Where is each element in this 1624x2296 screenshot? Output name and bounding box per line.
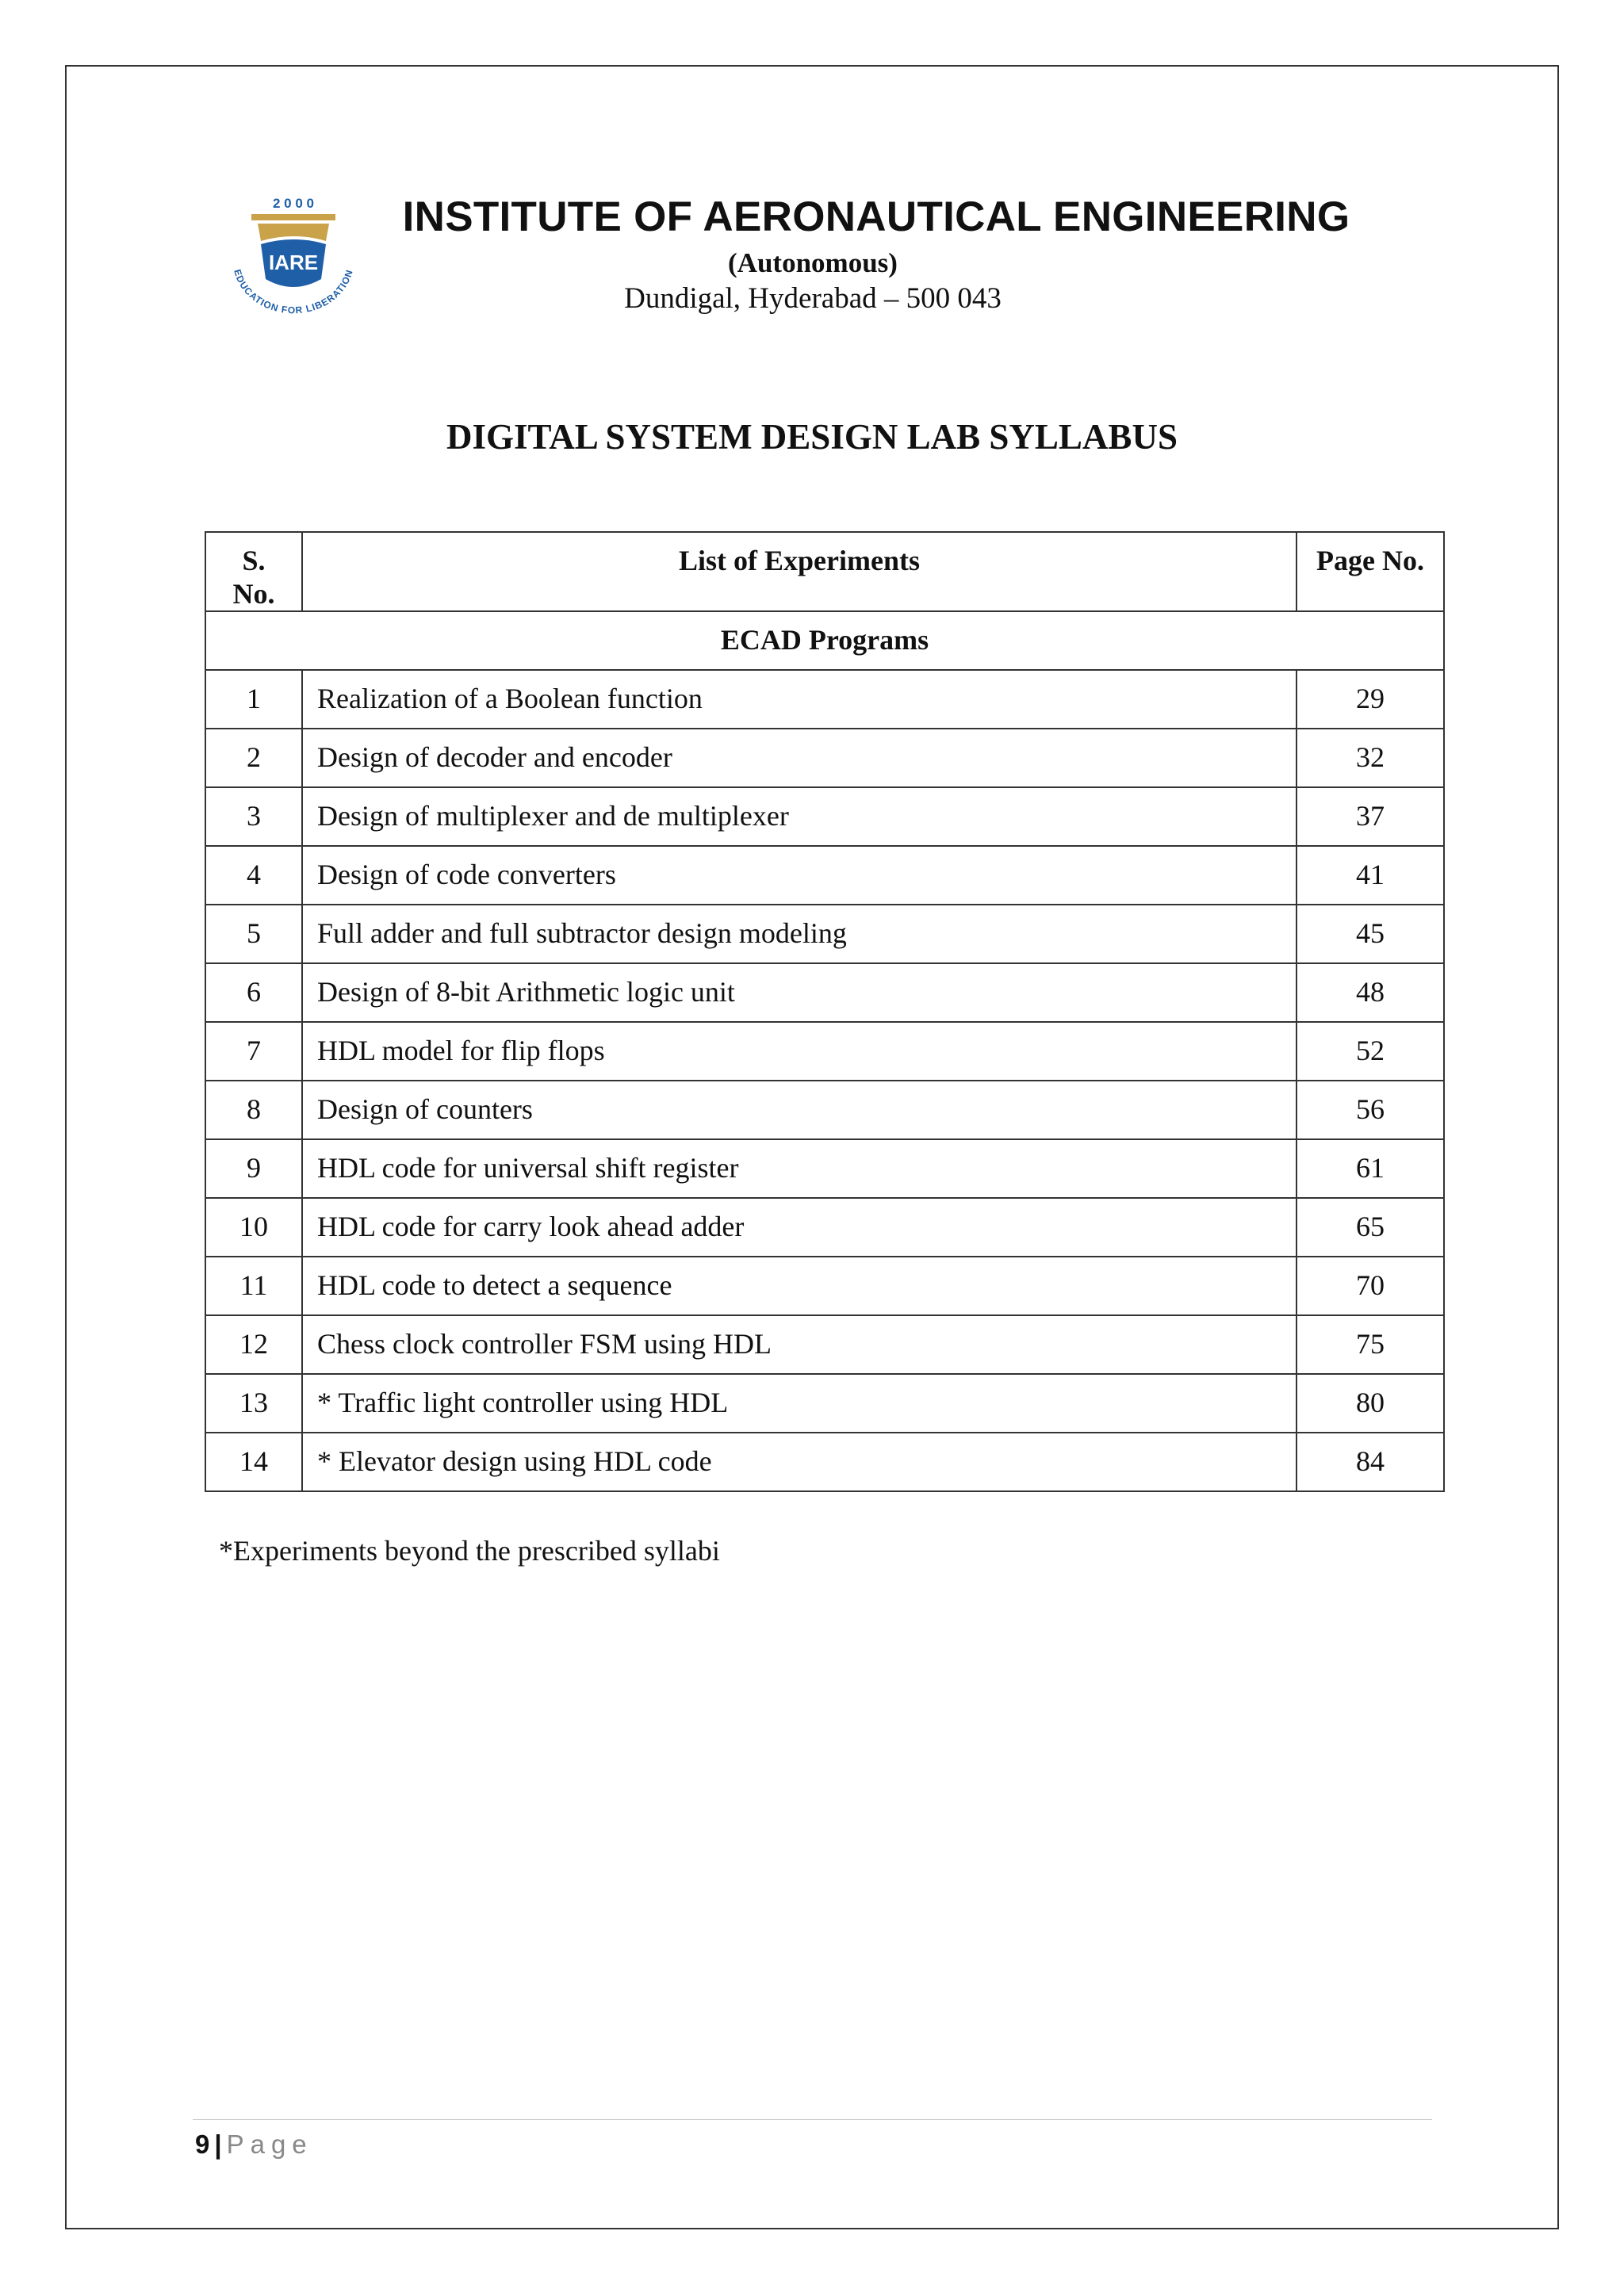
page-label: Page: [226, 2130, 313, 2159]
row-title: HDL code to detect a sequence: [302, 1257, 1297, 1315]
row-sno: 5: [205, 905, 302, 963]
row-page: 75: [1297, 1315, 1444, 1374]
row-page: 70: [1297, 1257, 1444, 1315]
row-sno: 4: [205, 846, 302, 905]
row-page: 61: [1297, 1139, 1444, 1198]
row-sno: 9: [205, 1139, 302, 1198]
logo-badge-text: IARE: [268, 251, 319, 274]
page-footer: [195, 2130, 313, 2160]
row-sno: 2: [205, 729, 302, 787]
table-row: [205, 905, 1444, 963]
row-title: Design of multiplexer and de multiplexer: [302, 787, 1297, 846]
logo-ring-text: EDUCATION FOR LIBERATION: [232, 268, 355, 316]
logo-shield-top: [258, 224, 329, 241]
row-title: Design of decoder and encoder: [302, 729, 1297, 787]
row-page: 32: [1297, 729, 1444, 787]
table-row: [205, 963, 1444, 1022]
logo-year-text: 2 0 0 0: [273, 196, 314, 211]
logo-bar: [251, 214, 335, 220]
section-title: ECAD Programs: [205, 611, 1444, 670]
row-title: * Traffic light controller using HDL: [302, 1374, 1297, 1433]
row-page: 48: [1297, 963, 1444, 1022]
row-title: Chess clock controller FSM using HDL: [302, 1315, 1297, 1374]
institute-status: (Autonomous): [728, 247, 898, 278]
page-title: DIGITAL SYSTEM DESIGN LAB SYLLABUS: [446, 417, 1178, 457]
row-sno: 7: [205, 1022, 302, 1081]
row-page: 80: [1297, 1374, 1444, 1433]
institute-name: INSTITUTE OF AERONAUTICAL ENGINEERING: [402, 193, 1350, 240]
row-page: 52: [1297, 1022, 1444, 1081]
table-row: [205, 846, 1444, 905]
row-sno: 12: [205, 1315, 302, 1374]
table-row: [205, 670, 1444, 729]
row-page: 45: [1297, 905, 1444, 963]
page-number: 9: [195, 2130, 210, 2159]
table-row: [205, 1374, 1444, 1433]
footer-divider: [193, 2119, 1432, 2120]
row-title: HDL code for carry look ahead adder: [302, 1198, 1297, 1257]
table-row: [205, 1315, 1444, 1374]
row-sno: 6: [205, 963, 302, 1022]
row-title: Design of code converters: [302, 846, 1297, 905]
table-row: [205, 1081, 1444, 1139]
footer-separator: |: [214, 2130, 222, 2159]
row-title: HDL code for universal shift register: [302, 1139, 1297, 1198]
row-title: Full adder and full subtractor design modeling: [302, 905, 1297, 963]
header-experiments: List of Experiments: [302, 532, 1297, 611]
row-title: Realization of a Boolean function: [302, 670, 1297, 729]
row-page: 65: [1297, 1198, 1444, 1257]
row-sno: 14: [205, 1433, 302, 1491]
table-row: [205, 1139, 1444, 1198]
row-title: Design of counters: [302, 1081, 1297, 1139]
row-page: 56: [1297, 1081, 1444, 1139]
row-sno: 3: [205, 787, 302, 846]
row-title: * Elevator design using HDL code: [302, 1433, 1297, 1491]
table-header-row: [205, 532, 1444, 611]
footnote: *Experiments beyond the prescribed syllabi: [219, 1535, 720, 1567]
row-page: 84: [1297, 1433, 1444, 1491]
header-sno: S. No.: [205, 532, 302, 611]
row-sno: 11: [205, 1257, 302, 1315]
table-row: [205, 1198, 1444, 1257]
row-sno: 10: [205, 1198, 302, 1257]
row-title: HDL model for flip flops: [302, 1022, 1297, 1081]
row-sno: 8: [205, 1081, 302, 1139]
institute-address: Dundigal, Hyderabad – 500 043: [624, 282, 1002, 315]
row-sno: 13: [205, 1374, 302, 1433]
row-page: 37: [1297, 787, 1444, 846]
table-row: [205, 729, 1444, 787]
row-title: Design of 8-bit Arithmetic logic unit: [302, 963, 1297, 1022]
table-row: [205, 1433, 1444, 1491]
table-row: [205, 1257, 1444, 1315]
row-page: 41: [1297, 846, 1444, 905]
table-row: [205, 1022, 1444, 1081]
table-row: [205, 787, 1444, 846]
section-row: [205, 611, 1444, 670]
header-page-no: Page No.: [1297, 532, 1444, 611]
row-sno: 1: [205, 670, 302, 729]
row-page: 29: [1297, 670, 1444, 729]
experiments-table: [205, 531, 1445, 1492]
